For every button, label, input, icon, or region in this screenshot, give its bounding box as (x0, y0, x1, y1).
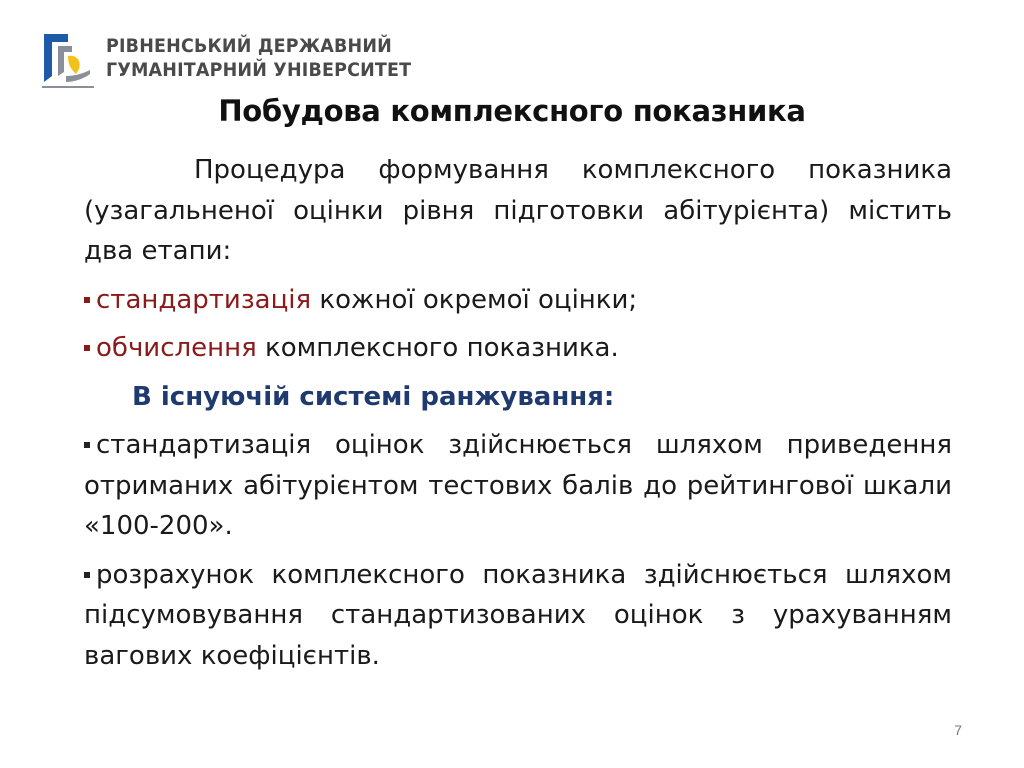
point-item (84, 555, 952, 677)
square-bullet-icon (84, 572, 90, 578)
step-text: комплексного показника. (256, 333, 619, 363)
square-bullet-icon (84, 345, 90, 351)
ranking-subheading: В існуючій системі ранжування: (132, 381, 615, 412)
point-item (84, 425, 952, 547)
point-text: стандартизація оцінок здійснюється шляхом приведення отриманих абітурієнтом тестових балів до рейтингової шкали «100-200». (84, 430, 952, 541)
university-logo-icon (38, 30, 98, 92)
slide-body (84, 150, 952, 684)
step-highlight: обчислення (96, 333, 257, 363)
square-bullet-icon (84, 442, 90, 448)
point-text: розрахунок комплексного показника здійснюється шляхом підсумовування стандартизованих оцінок з урахуванням вагових коефіцієнтів. (84, 559, 952, 671)
square-bullet-icon (84, 297, 90, 303)
slide-title: Побудова комплексного показника (218, 94, 806, 128)
intro-paragraph: Процедура формування комплексного показника (узагальненої оцінки рівня підготовки абітурієнта) містить два етапи: (84, 155, 952, 266)
step-highlight: стандартизація (96, 284, 312, 315)
page-number: 7 (954, 722, 962, 738)
step-item (84, 280, 952, 321)
university-name (106, 34, 411, 82)
university-name-line2: ГУМАНІТАРНИЙ УНІВЕРСИТЕТ (106, 59, 412, 81)
university-name-line1: РІВНЕНСЬКИЙ ДЕРЖАВНИЙ (106, 35, 392, 57)
step-item (84, 328, 952, 369)
step-text: кожної окремої оцінки; (311, 284, 638, 315)
university-logo (38, 30, 412, 92)
